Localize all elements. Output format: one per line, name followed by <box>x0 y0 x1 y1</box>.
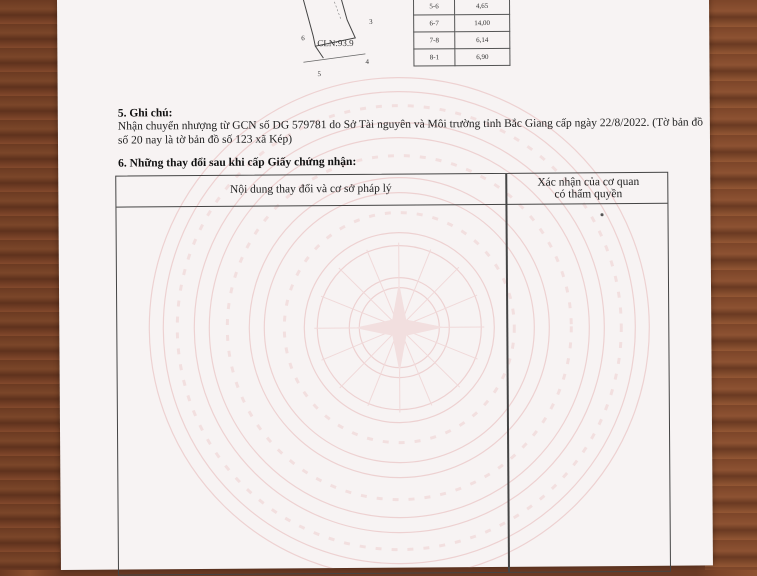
column-header-content: Nội dung thay đổi và cơ sở pháp lý <box>229 182 392 196</box>
wood-background-right <box>705 0 757 570</box>
sketch-point-3: 3 <box>369 17 373 26</box>
table-row: 7-8 6,14 <box>414 31 510 49</box>
sketch-point-6: 6 <box>301 34 305 43</box>
notes-heading: 5. Ghi chú: <box>117 107 173 120</box>
notes-text: Nhận chuyển nhượng từ GCN số DG 579781 do Sở Tài nguyên và Môi trường tỉnh Bắc Giang cấp ngày 22/8/2022. (Tờ bản đồ số 20 nay là tờ bản đồ số 123 xã Kép) <box>117 116 704 147</box>
column-header-confirmation-line2: có thẩm quyền <box>554 188 623 201</box>
sketch-point-5: 5 <box>317 70 322 79</box>
plot-sketch <box>285 0 406 78</box>
table-row: 5-6 4,65 <box>413 0 509 15</box>
column-header-confirmation-line1: Xác nhận của cơ quan <box>537 175 640 189</box>
certificate-page <box>57 0 713 570</box>
column-divider <box>505 174 509 572</box>
sketch-area-label: CLN:93.9 <box>317 37 354 49</box>
changes-heading: 6. Những thay đổi sau khi cấp Giấy chứng nhận: <box>118 155 357 170</box>
edge-length-table <box>413 0 510 67</box>
table-row: 8-1 6,90 <box>414 48 510 66</box>
changes-table <box>115 172 671 576</box>
table-row: 6-7 14,00 <box>414 14 510 32</box>
wood-background-left <box>0 0 60 570</box>
ink-dot <box>601 213 604 216</box>
sketch-point-4: 4 <box>365 57 369 66</box>
column-header-confirmation <box>507 176 669 201</box>
